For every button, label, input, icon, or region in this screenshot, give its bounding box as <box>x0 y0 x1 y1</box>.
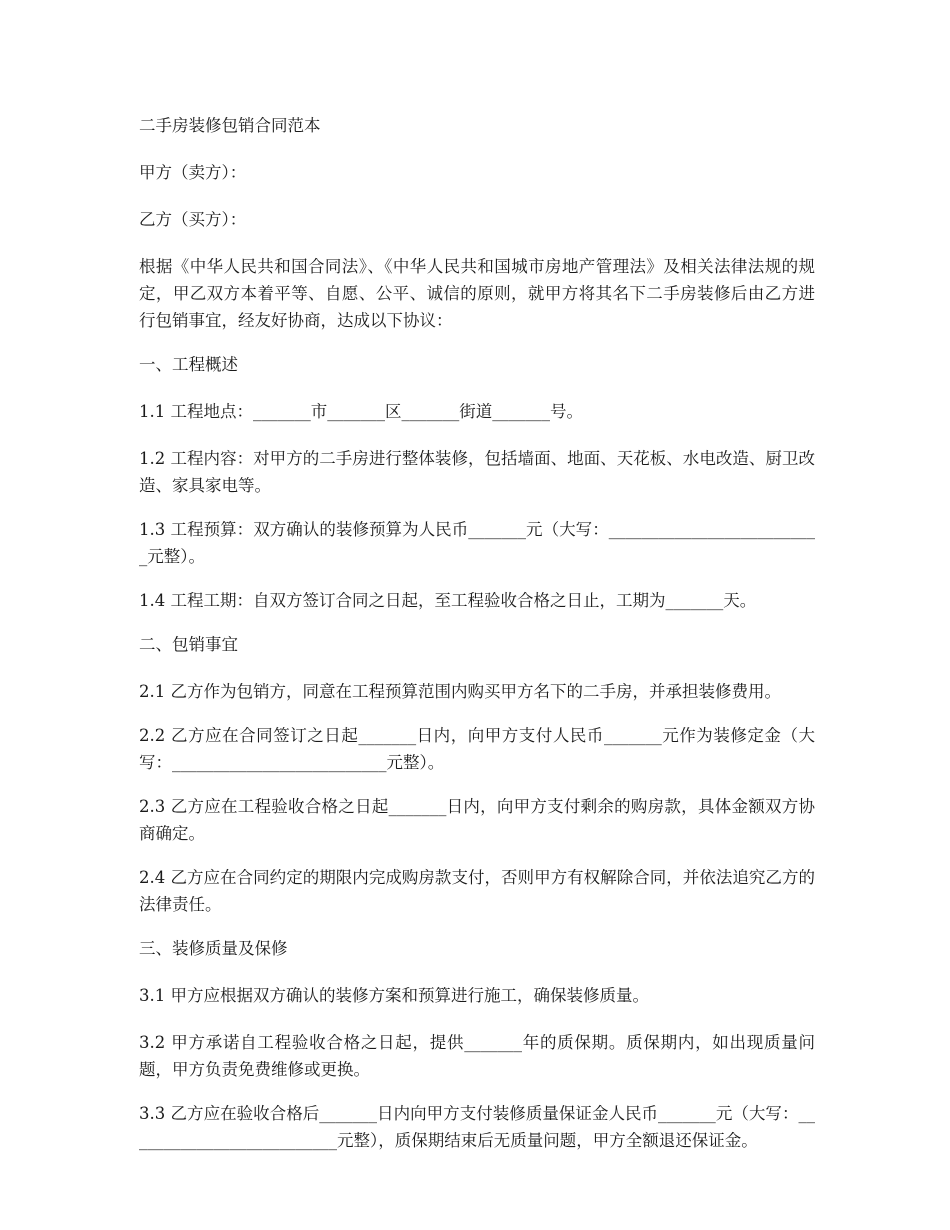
section-heading: 一、工程概述 <box>139 355 238 374</box>
clause-1-3: 1.3 工程预算：双方确认的装修预算为人民币_______元（大写：__________________________元整）。 <box>139 520 815 566</box>
clause-2-4: 2.4 乙方应在合同约定的期限内完成购房款支付，否则甲方有权解除合同，并依法追究乙方的法律责任。 <box>139 868 815 914</box>
clause-1-4: 1.4 工程工期：自双方签订合同之日起，至工程验收合格之日止，工期为_______天。 <box>139 591 757 610</box>
clause-3-2: 3.2 甲方承诺自工程验收合格之日起，提供_______年的质保期。质保期内，如出现质量问题，甲方负责免费维修或更换。 <box>139 1033 815 1079</box>
clause-2-3: 2.3 乙方应在工程验收合格之日起_______日内，向甲方支付剩余的购房款，具体金额双方协商确定。 <box>139 797 815 843</box>
contract-page <box>139 112 815 1171</box>
clause-1-2: 1.2 工程内容：对甲方的二手房进行整体装修，包括墙面、地面、天花板、水电改造、厨卫改造、家具家电等。 <box>139 449 815 495</box>
clause-3-3: 3.3 乙方应在验收合格后_______日内向甲方支付装修质量保证金人民币_______元（大写：__________________________元整），质保期结束后无质量问题，甲方全额退还保证金。 <box>139 1104 815 1150</box>
party-b-line: 乙方（买方）： <box>139 210 247 229</box>
clause-1-1: 1.1 工程地点：_______市_______区_______街道_______号。 <box>139 402 583 421</box>
section-heading: 二、包销事宜 <box>139 635 238 654</box>
section-heading: 三、装修质量及保修 <box>139 939 288 958</box>
clause-2-1: 2.1 乙方作为包销方，同意在工程预算范围内购买甲方名下的二手房，并承担装修费用。 <box>139 682 781 701</box>
preamble-paragraph: 根据《中华人民共和国合同法》、《中华人民共和国城市房地产管理法》及相关法律法规的规定，甲乙双方本着平等、自愿、公平、诚信的原则，就甲方将其名下二手房装修后由乙方进行包销事宜，经友好协商，达成以下协议： <box>139 257 815 330</box>
party-a-line: 甲方（卖方）： <box>139 163 247 182</box>
clause-2-2: 2.2 乙方应在合同签订之日起_______日内，向甲方支付人民币_______元作为装修定金（大写：__________________________元整）。 <box>139 726 815 772</box>
clause-3-1: 3.1 甲方应根据双方确认的装修方案和预算进行施工，确保装修质量。 <box>139 986 649 1005</box>
document-title: 二手房装修包销合同范本 <box>139 116 321 135</box>
